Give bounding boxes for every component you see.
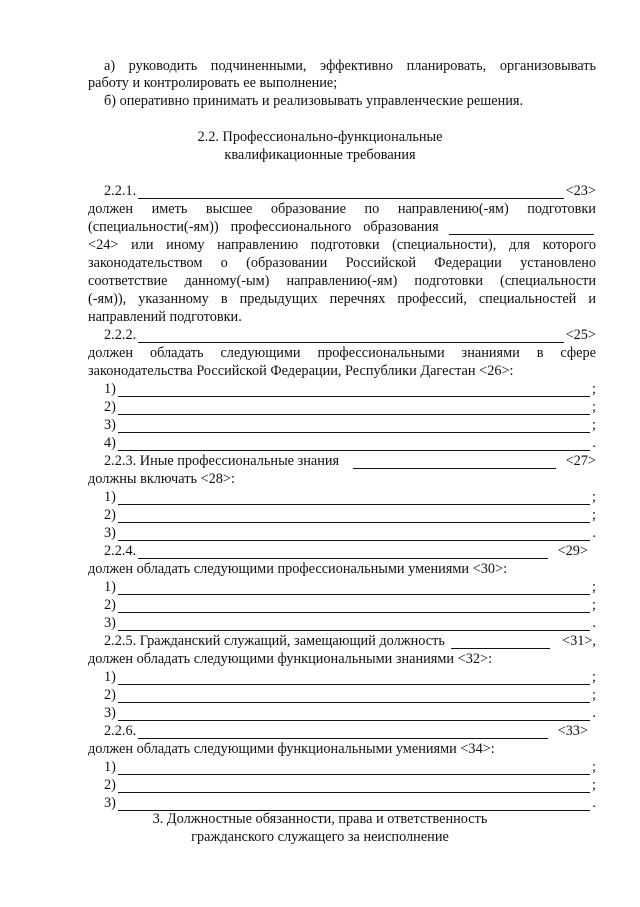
item-number: 3) bbox=[104, 525, 116, 541]
item-end: ; bbox=[592, 579, 596, 595]
list-item bbox=[104, 705, 596, 721]
item-blank[interactable] bbox=[118, 420, 590, 433]
p226-number: 2.2.6. bbox=[104, 723, 137, 739]
list-item bbox=[104, 597, 596, 613]
p221-line5: соответствие данному(-ым) направлению(-ям) подготовки (специальности bbox=[88, 273, 596, 289]
section-2-2-title: 2.2. Профессионально-функциональные bbox=[197, 129, 443, 145]
item-blank[interactable] bbox=[118, 708, 591, 721]
p221-blank[interactable] bbox=[138, 186, 563, 199]
item-number: 4) bbox=[104, 435, 116, 451]
word: (специальности(-ям)) bbox=[88, 219, 219, 235]
item-end: ; bbox=[592, 597, 596, 613]
item-end: ; bbox=[592, 507, 596, 523]
item-blank[interactable] bbox=[118, 672, 590, 685]
list-item bbox=[104, 579, 596, 595]
p225-header-row bbox=[104, 633, 596, 649]
word: образования bbox=[363, 219, 439, 235]
item-number: 1) bbox=[104, 759, 116, 775]
item-blank[interactable] bbox=[118, 582, 590, 595]
section-3-subtitle: гражданского служащего за неисполнение bbox=[191, 829, 449, 845]
word: направлению(-ям) bbox=[397, 201, 509, 217]
p224-ref: <29> bbox=[557, 543, 588, 559]
list-item bbox=[104, 525, 596, 541]
item-end: . bbox=[592, 525, 596, 541]
p222-blank[interactable] bbox=[138, 330, 563, 343]
p221-header-row bbox=[104, 183, 596, 199]
item-end: . bbox=[592, 705, 596, 721]
p222-ref: <25> bbox=[565, 327, 596, 343]
p221-line2 bbox=[88, 219, 596, 235]
p221-line7: направлений подготовки. bbox=[88, 309, 242, 325]
item-number: 1) bbox=[104, 381, 116, 397]
item-end: ; bbox=[592, 759, 596, 775]
item-end: . bbox=[592, 795, 596, 811]
item-blank[interactable] bbox=[118, 438, 591, 451]
item-number: 2) bbox=[104, 399, 116, 415]
list-item bbox=[104, 507, 596, 523]
p221-ref: <23> bbox=[565, 183, 596, 199]
list-item bbox=[104, 435, 596, 451]
p221-number: 2.2.1. bbox=[104, 183, 137, 199]
item-end: ; bbox=[592, 489, 596, 505]
word: высшее bbox=[205, 201, 253, 217]
item-number: 2) bbox=[104, 687, 116, 703]
item-end: . bbox=[592, 435, 596, 451]
item-number: 3) bbox=[104, 615, 116, 631]
item-number: 3) bbox=[104, 705, 116, 721]
item-blank[interactable] bbox=[118, 384, 590, 397]
p225-line1: должен обладать следующими функциональными знаниями <32>: bbox=[88, 651, 493, 667]
p225-blank[interactable] bbox=[451, 636, 550, 649]
item-blank[interactable] bbox=[118, 690, 590, 703]
list-item bbox=[104, 489, 596, 505]
item-blank[interactable] bbox=[118, 780, 590, 793]
list-item bbox=[104, 615, 596, 631]
list-item bbox=[104, 669, 596, 685]
word: должен bbox=[88, 201, 134, 217]
item-end: ; bbox=[592, 417, 596, 433]
p223-ref: <27> bbox=[565, 453, 596, 469]
item-number: 1) bbox=[104, 669, 116, 685]
p221-line6: (-ям)), указанному в предыдущих перечнях профессий, специальностей и bbox=[88, 291, 596, 307]
intro-item-b: б) оперативно принимать и реализовывать управленческие решения. bbox=[104, 93, 524, 109]
item-number: 1) bbox=[104, 579, 116, 595]
p224-header-row bbox=[104, 543, 588, 559]
p225-ref: <31>, bbox=[562, 633, 596, 649]
item-blank[interactable] bbox=[118, 600, 590, 613]
intro-item-a-cont: работу и контролировать ее выполнение; bbox=[88, 75, 338, 91]
p221-line4: законодательством о (образовании Российской Федерации установлено bbox=[88, 255, 596, 271]
item-number: 1) bbox=[104, 489, 116, 505]
item-blank[interactable] bbox=[118, 528, 591, 541]
p223-header-row bbox=[104, 453, 596, 469]
section-3-title: 3. Должностные обязанности, права и ответственность bbox=[152, 811, 488, 827]
word: образование bbox=[270, 201, 347, 217]
p222-line2: законодательства Российской Федерации, Республики Дагестан <26>: bbox=[88, 363, 514, 379]
p221-education-blank[interactable] bbox=[449, 222, 594, 235]
p222-header-row bbox=[104, 327, 596, 343]
item-end: ; bbox=[592, 381, 596, 397]
list-item bbox=[104, 687, 596, 703]
p221-line3: <24> или иному направлению подготовки (специальности), для которого bbox=[88, 237, 596, 253]
item-end: . bbox=[592, 615, 596, 631]
item-end: ; bbox=[592, 399, 596, 415]
p226-header-row bbox=[104, 723, 588, 739]
list-item bbox=[104, 795, 596, 811]
item-end: ; bbox=[592, 669, 596, 685]
list-item bbox=[104, 417, 596, 433]
item-blank[interactable] bbox=[118, 618, 591, 631]
item-end: ; bbox=[592, 777, 596, 793]
list-item bbox=[104, 399, 596, 415]
p223-blank[interactable] bbox=[353, 456, 555, 469]
p222-line1: должен обладать следующими профессиональными знаниями в сфере bbox=[88, 345, 596, 361]
list-item bbox=[104, 777, 596, 793]
word: иметь bbox=[151, 201, 188, 217]
word: профессионального bbox=[230, 219, 352, 235]
p226-ref: <33> bbox=[557, 723, 588, 739]
p224-number: 2.2.4. bbox=[104, 543, 137, 559]
item-number: 3) bbox=[104, 417, 116, 433]
item-number: 2) bbox=[104, 597, 116, 613]
p223-lead: 2.2.3. Иные профессиональные знания bbox=[104, 453, 340, 469]
word: по bbox=[364, 201, 380, 217]
item-number: 2) bbox=[104, 507, 116, 523]
item-blank[interactable] bbox=[118, 798, 591, 811]
p225-lead: 2.2.5. Гражданский служащий, замещающий должность bbox=[104, 633, 445, 649]
p226-blank[interactable] bbox=[138, 726, 547, 739]
item-end: ; bbox=[592, 687, 596, 703]
p226-line1: должен обладать следующими функциональными умениями <34>: bbox=[88, 741, 495, 757]
item-blank[interactable] bbox=[118, 762, 590, 775]
word: подготовки bbox=[527, 201, 596, 217]
p224-blank[interactable] bbox=[138, 546, 547, 559]
item-number: 3) bbox=[104, 795, 116, 811]
section-2-2-subtitle: квалификационные требования bbox=[224, 147, 416, 163]
intro-item-a: а) руководить подчиненными, эффективно планировать, организовывать bbox=[104, 58, 596, 74]
item-blank[interactable] bbox=[118, 402, 590, 415]
p222-number: 2.2.2. bbox=[104, 327, 137, 343]
list-item bbox=[104, 759, 596, 775]
p221-line1 bbox=[88, 201, 596, 217]
item-blank[interactable] bbox=[118, 492, 590, 505]
item-blank[interactable] bbox=[118, 510, 590, 523]
item-number: 2) bbox=[104, 777, 116, 793]
p224-line1: должен обладать следующими профессиональными умениями <30>: bbox=[88, 561, 508, 577]
p223-line1: должны включать <28>: bbox=[88, 471, 235, 487]
list-item bbox=[104, 381, 596, 397]
